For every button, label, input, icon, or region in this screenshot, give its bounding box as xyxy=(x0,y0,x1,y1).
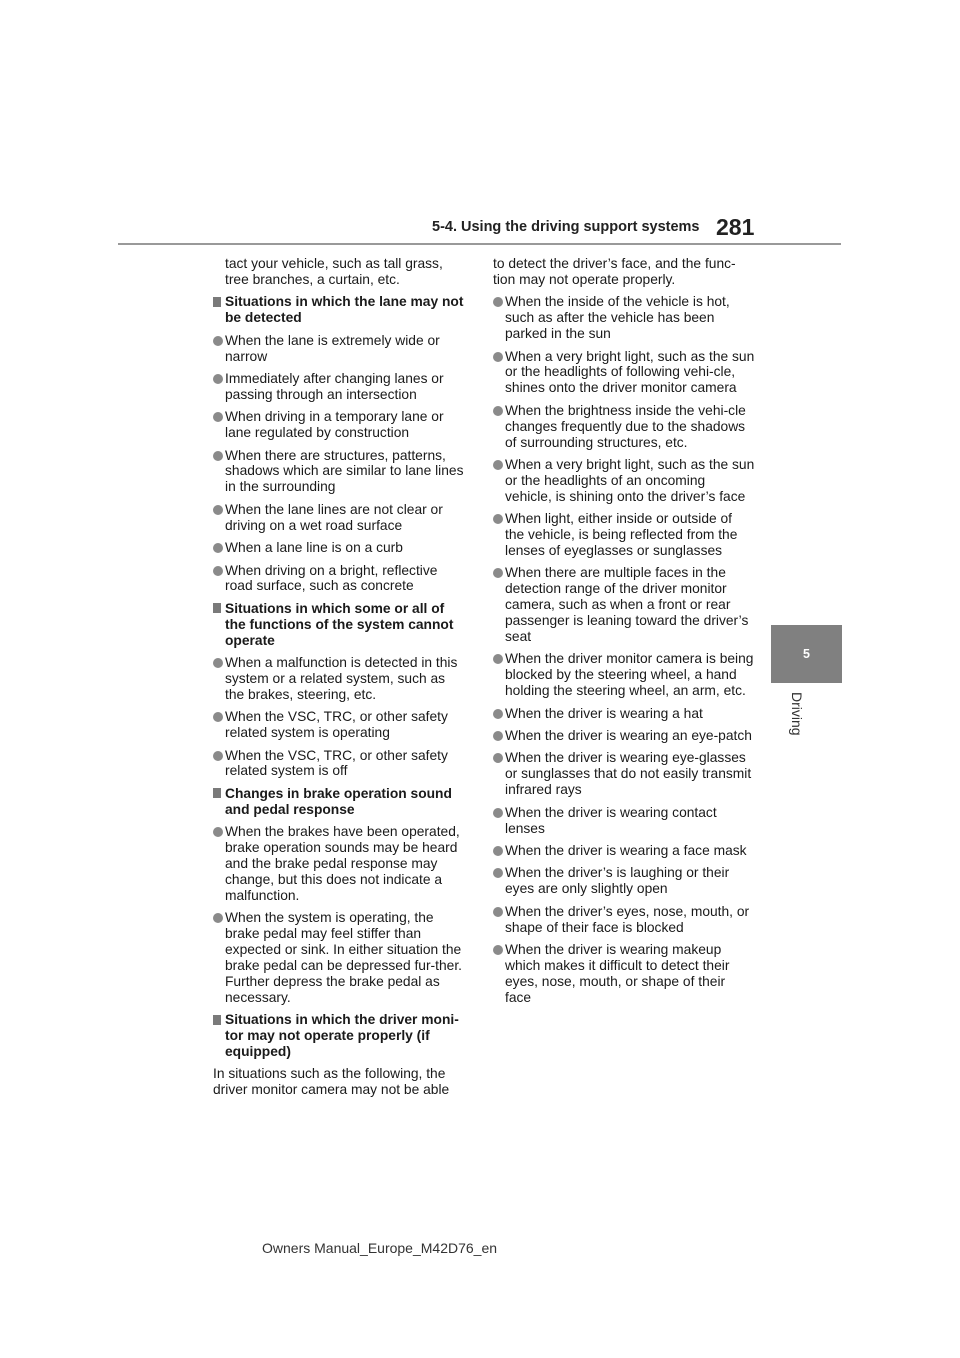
chapter-number: 5 xyxy=(803,647,810,661)
circle-bullet-icon xyxy=(213,336,223,346)
list-item xyxy=(493,706,755,722)
square-bullet-icon xyxy=(213,788,221,798)
circle-bullet-icon xyxy=(213,543,223,553)
section-title: 5-4. Using the driving support systems xyxy=(432,219,700,235)
list-item xyxy=(213,371,468,403)
circle-bullet-icon xyxy=(213,566,223,576)
circle-bullet-icon xyxy=(213,451,223,461)
list-item xyxy=(493,728,755,744)
list-item-text: When light, either inside or outside of the vehicle, is being reflected from the lenses of eyeglasses or sunglasses xyxy=(505,511,738,558)
circle-bullet-icon xyxy=(493,460,503,470)
circle-bullet-icon xyxy=(493,846,503,856)
circle-bullet-icon xyxy=(493,907,503,917)
section-heading xyxy=(213,601,468,649)
heading-text: Situations in which the driver moni-tor may not operate properly (if equipped) xyxy=(225,1012,459,1059)
list-item-text: When the driver is wearing a hat xyxy=(505,705,703,721)
circle-bullet-icon xyxy=(213,505,223,515)
continued-paragraph: tact your vehicle, such as tall grass, tree branches, a curtain, etc. xyxy=(225,256,443,287)
list-item-text: When the brightness inside the vehi-cle changes frequently due to the shadows of surrounding structures, etc. xyxy=(505,402,746,450)
left-column xyxy=(213,256,468,1105)
list-item xyxy=(493,349,755,397)
circle-bullet-icon xyxy=(493,654,503,664)
list-item-text: When a very bright light, such as the sun or the headlights of following vehi-cle, shines onto the driver monitor camera xyxy=(505,348,755,396)
circle-bullet-icon xyxy=(213,827,223,837)
heading-text: Changes in brake operation sound and pedal response xyxy=(225,785,452,817)
list-item xyxy=(493,511,755,559)
list-item-text: When the driver is wearing makeup which makes it difficult to detect their eyes, nose, mouth, or shape of their face xyxy=(505,942,730,1005)
circle-bullet-icon xyxy=(493,731,503,741)
square-bullet-icon xyxy=(213,1015,221,1025)
section-heading xyxy=(213,294,468,326)
list-item xyxy=(213,448,468,496)
chapter-tab[interactable] xyxy=(771,625,842,683)
list-item xyxy=(493,651,755,699)
circle-bullet-icon xyxy=(213,712,223,722)
list-item-text: When the driver’s is laughing or their eyes are only slightly open xyxy=(505,865,730,897)
list-item xyxy=(493,865,755,897)
circle-bullet-icon xyxy=(493,709,503,719)
circle-bullet-icon xyxy=(493,753,503,763)
list-item xyxy=(493,294,755,342)
body-paragraph: In situations such as the following, the driver monitor camera may not be able xyxy=(213,1066,450,1098)
list-item-text: When the inside of the vehicle is hot, such as after the vehicle has been parked in the sun xyxy=(505,294,730,342)
list-item-text: When a lane line is on a curb xyxy=(225,540,403,556)
list-item xyxy=(213,502,468,534)
right-column xyxy=(493,256,755,1012)
list-item-text: When there are structures, patterns, shadows which are similar to lane lines in the surrounding xyxy=(225,447,464,495)
list-item xyxy=(213,824,468,904)
section-heading xyxy=(213,1012,468,1060)
square-bullet-icon xyxy=(213,297,221,307)
list-item xyxy=(493,403,755,451)
list-item xyxy=(493,457,755,505)
list-item xyxy=(493,942,755,1006)
circle-bullet-icon xyxy=(493,514,503,524)
circle-bullet-icon xyxy=(493,945,503,955)
list-item xyxy=(213,748,468,780)
heading-text: Situations in which the lane may not be detected xyxy=(225,294,464,326)
list-item-text: When the VSC, TRC, or other safety related system is off xyxy=(225,747,448,779)
list-item-text: When driving on a bright, reflective road surface, such as concrete xyxy=(225,562,438,594)
page-number: 281 xyxy=(716,214,755,240)
list-item xyxy=(213,655,468,703)
list-item-text: When driving in a temporary lane or lane regulated by construction xyxy=(225,409,444,441)
circle-bullet-icon xyxy=(493,808,503,818)
list-item-text: When the driver is wearing contact lenses xyxy=(505,804,717,836)
list-item xyxy=(493,565,755,645)
list-item-text: When the driver monitor camera is being blocked by the steering wheel, a hand holding the steering wheel, an arm, etc. xyxy=(505,651,754,699)
heading-text: Situations in which some or all of the functions of the system cannot operate xyxy=(225,600,454,648)
circle-bullet-icon xyxy=(213,658,223,668)
circle-bullet-icon xyxy=(213,374,223,384)
list-item-text: When the lane is extremely wide or narrow xyxy=(225,332,440,364)
list-item-text: When the driver is wearing eye-glasses or sunglasses that do not easily transmit infrared rays xyxy=(505,750,752,798)
circle-bullet-icon xyxy=(493,297,503,307)
list-item xyxy=(213,409,468,441)
list-item xyxy=(213,563,468,595)
list-item xyxy=(493,805,755,837)
list-item-text: Immediately after changing lanes or passing through an intersection xyxy=(225,370,444,402)
circle-bullet-icon xyxy=(493,352,503,362)
list-item xyxy=(493,843,755,859)
list-item xyxy=(493,904,755,936)
footer-text: Owners Manual_Europe_M42D76_en xyxy=(262,1240,498,1256)
list-item-text: When the driver’s eyes, nose, mouth, or shape of their face is blocked xyxy=(505,903,750,935)
list-item-text: When the VSC, TRC, or other safety related system is operating xyxy=(225,709,448,741)
circle-bullet-icon xyxy=(213,412,223,422)
chapter-title: Driving xyxy=(789,692,805,736)
list-item xyxy=(493,750,755,798)
list-item-text: When a very bright light, such as the sun or the headlights of an oncoming vehicle, is shining onto the driver’s face xyxy=(505,456,755,504)
list-item xyxy=(213,709,468,741)
circle-bullet-icon xyxy=(213,751,223,761)
list-item xyxy=(213,540,468,556)
square-bullet-icon xyxy=(213,603,221,613)
header-divider xyxy=(118,243,841,245)
list-item-text: When there are multiple faces in the detection range of the driver monitor camera, such as when a front or rear passenger is leaning toward the driver’s seat xyxy=(505,565,749,645)
circle-bullet-icon xyxy=(493,568,503,578)
circle-bullet-icon xyxy=(213,913,223,923)
list-item xyxy=(213,910,468,1005)
list-item-text: When the system is operating, the brake pedal may feel stiffer than expected or sink. In either situation the brake pedal can be depressed fur-ther. Further depress the brake pedal as necessary. xyxy=(225,910,462,1005)
list-item-text: When the brakes have been operated, brake operation sounds may be heard and the brake pedal response may change, but this does not indicate a malfunction. xyxy=(225,824,460,903)
section-heading xyxy=(213,786,468,818)
list-item-text: When the driver is wearing an eye-patch xyxy=(505,728,752,744)
list-item-text: When a malfunction is detected in this system or a related system, such as the brakes, steering, etc. xyxy=(225,655,458,702)
circle-bullet-icon xyxy=(493,868,503,878)
list-item-text: When the lane lines are not clear or driving on a wet road surface xyxy=(225,501,443,533)
list-item-text: When the driver is wearing a face mask xyxy=(505,843,747,858)
list-item xyxy=(213,333,468,365)
continued-paragraph: to detect the driver’s face, and the func-tion may not operate properly. xyxy=(493,256,736,287)
circle-bullet-icon xyxy=(493,406,503,416)
